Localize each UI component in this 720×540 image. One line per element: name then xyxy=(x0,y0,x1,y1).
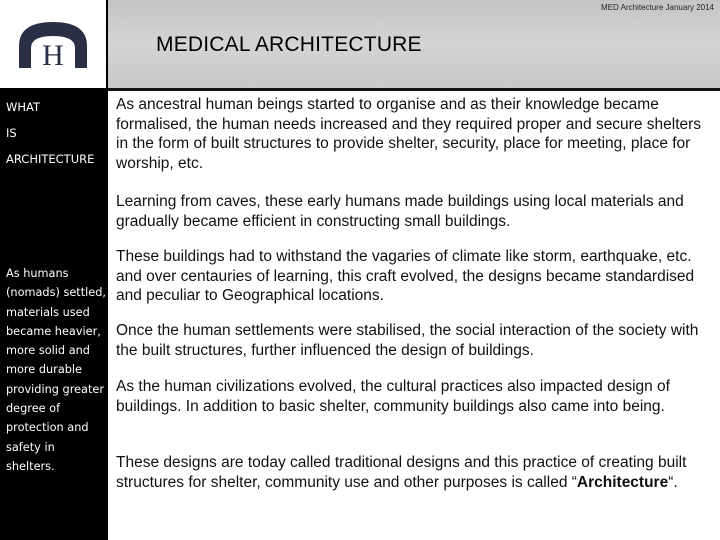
paragraph-1: As ancestral human beings started to organise and as their knowledge became formalised, the human needs increased and they required proper and secure shelters in the form of built structures to provide shelter, security, place for meeting, place for worship, etc. xyxy=(116,96,702,172)
side-heading-line-3: ARCHITECTURE xyxy=(6,152,95,166)
logo-letter: H xyxy=(42,39,64,72)
paragraph-6 xyxy=(116,453,716,492)
architecture-term: Architecture xyxy=(576,473,669,491)
paragraph-4: Once the human settlements were stabilised, the social interaction of the society with the built structures, further influenced the design of buildings. xyxy=(116,322,699,359)
header-rule xyxy=(108,88,720,91)
side-heading-line-1: WHAT xyxy=(6,100,41,114)
paragraph-6-end: “. xyxy=(668,473,678,491)
h-logo-icon xyxy=(15,16,91,72)
side-heading-line-2: IS xyxy=(6,126,17,140)
paragraph-6-text: These designs are today called traditional designs and this practice of creating built structures for shelter, community use and other purposes is called “ xyxy=(116,454,687,491)
logo-box xyxy=(0,0,106,88)
meta-note: MED Architecture January 2014 xyxy=(601,3,714,12)
side-heading xyxy=(6,101,108,179)
body-text xyxy=(116,95,716,491)
page-title: MEDICAL ARCHITECTURE xyxy=(156,33,422,56)
paragraph-5: As the human civilizations evolved, the cultural practices also impacted design of buildings. In addition to basic shelter, community buildings also came into being. xyxy=(116,378,670,415)
paragraph-3: These buildings had to withstand the vagaries of climate like storm, earthquake, etc. and over centauries of learning, this craft evolved, the designs became standardised and peculiar to Geographical locations. xyxy=(116,248,695,304)
side-note: As humans (nomads) settled, materials used became heavier, more solid and more durable providing greater degree of protection and safety in shelters. xyxy=(6,267,107,473)
paragraph-2: Learning from caves, these early humans made buildings using local materials and gradually became efficient in constructing small buildings. xyxy=(116,193,684,230)
